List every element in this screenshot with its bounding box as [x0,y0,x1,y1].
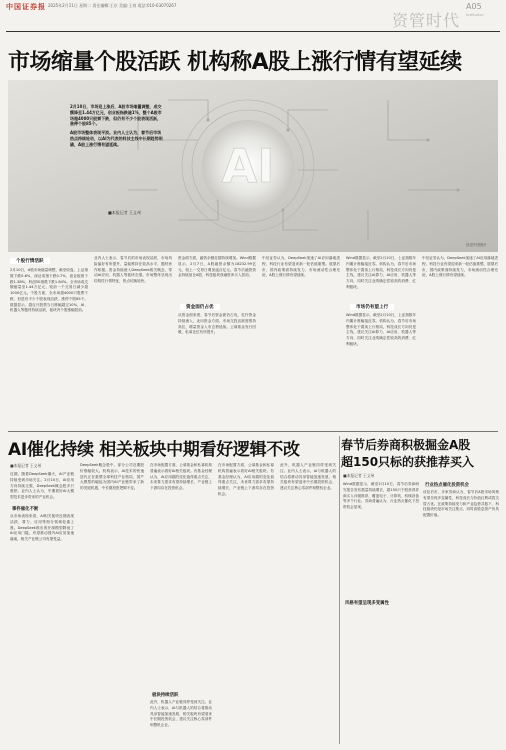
body-column: 2月10日，A股市场缩量调整，截至收盘，上证指数下跌0.6%，深证成指下跌0.7%，创业板指下跌1.38%，科创50指数下跌1.84%。全市场成交额缩量至1.44万亿元，较前一个交易日减少超1000亿元。个股方面，全市场超4000只股票下跌，但是有不少个股表现活跃，涨停个股85个。数据显示，超百只股票当日涨幅超过10%，AI、机器人等题材持续活跃，板块内个股涨幅居前。 [10,268,88,313]
body-column: 资金面方面，融资余额近期持续增加。Wind数据显示，2月7日，A股融资余额为18232.99亿元，较上一交易日增加逾百亿元。春节后融资资金持续加仓A股，科技板块获融资净买入居前。 [178,256,256,278]
masthead-rule [6,31,500,32]
lead-byline: ■本报记者 王义州 [108,210,142,215]
subhead-capital: 资金面仍占优 [180,304,220,310]
body-column: 谈及后市，多家券商认为，春节后A股市场风格有望呈现多变属性，科技成长与价值红利或将交替占优。在政策持续发力和产业趋势共振下，科技板块仍是市场关注焦点，同时高股息资产仍具配置价值。 [423,490,499,517]
subhead-catalyst: 事件催化不断 [12,507,39,512]
lead-headline: 市场缩量个股活跃 机构称A股上涨行情有望延续 [8,50,462,75]
body-column: Wind数据显示，截至2月10日，上证指数年内累计涨幅接近零。机构认为，春节后市场整体处于震荡上行格局，科技成长方向仍是主线，建议关注AI算力、AI应用、机器人等方向，同时关注业绩确定性较高的消费、红利板块。 [346,256,416,289]
body-column: 此外，机器人产业链同样受到关注。业内人士表示，AI与机器人的结合将推动具身智能加速发展，相关板块有望迎来中长期投资机会，建议关注核心零部件和整机企业。 [150,700,212,727]
body-column: 中信证券认为，DeepSeek加速了AI应用落地进程，科技行业有望迎来新一轮估值重塑。展望后市，国内政策面持续发力，市场流动性合理充裕，A股上涨行情有望延续。 [422,256,498,278]
body-column: 在市场配置方面，公募基金和私募机构普遍表示看好AI相关板块。有基金经理认为，AI应用端的变化值得重点关注，未来算力需求有望持续增长，产业链上下游均存在投资机会。 [150,463,212,490]
subhead-sector-active: 板块持续活跃 [152,693,179,698]
lead-summary [70,104,165,151]
subhead-stocks-active: 个股行情活跃 [10,258,50,264]
body-column: 此外，机器人产业链同样受到关注。业内人士表示，AI与机器人的结合将推动具身智能加速发展，相关板块有望迎来中长期投资机会，建议关注核心零部件和整机企业。 [280,463,336,490]
subhead-market-up: 市场仍有望上行 [350,304,394,310]
issue-meta: 2025年2月11日 星期二 責任編輯:王京 美编:王春 電話:010-63070267 [48,3,177,8]
lead-summary-paragraph: 2月10日，市场迎上涨后，A股市场缩量调整，成交额降至1.44万亿元，创业板指跌逾1%，整个A股市场超4000只股票下跌，但仍有不少个股表现活跃，涨停个股85个。 [70,104,162,127]
body-column: Wind数据显示，截至2月10日，上证指数年内累计涨幅接近零。机构认为，春节后市场整体处于震荡上行格局，科技成长方向仍是主线，建议关注AI算力、AI应用、机器人等方向，同时关注业绩确定性较高的消费、红利板块。 [346,313,416,346]
lead-summary-paragraph: A股市场整体表现平淡。业内人士认为，春节后市场热点持续轮动，以AI为代表的科技主线中长期趋势明确，A股上涨行情有望延续。 [70,130,163,147]
body-column: 业内人士表示，春节后的市场表现活跃，市场风险偏好有所提升，量能维持在较高水平，题材炒作积极。资金持续流入DeepSeek相关概念，带动AI应用、机器人等板块走强。市场整体呈现出结构性行情特征，热点切换较快。 [94,256,172,283]
broker-byline: ■本报记者 王义州 [343,473,375,478]
section-divider [8,431,498,432]
body-column: DeepSeek概念股中，部分公司近期股价涨幅较大。机构表示，AI技术的快速迭代正在重塑全球科技产业格局，国产大模型的崛起为国内AI产业链带来了新的发展机遇，中长期投资逻辑不变。 [80,463,144,490]
subhead-style: 风格有望呈现多变属性 [345,601,389,606]
ai-byline: ■本报记者 王义州 [10,463,42,468]
body-column: 从资金面来看，春节后资金面仍占优，杠杆资金持续流入。北向资金方面，市场交投活跃度维持高位，增量资金入市态势延续。公募基金发行回暖，私募仓位有所提升。 [178,313,256,335]
section-subtitle: Institution [466,13,484,17]
masthead [0,0,506,30]
body-column: Wind数据显示，截至2月10日，春节后券商研究报告发布数量持续增长，超150只个股获得券商买入评级推荐，覆盖电子、计算机、机械设备等多个行业。券商普遍认为，行业热点催化下投资机会显现。 [343,482,419,509]
page-code: A05 [466,2,482,11]
section-title: 资管时代 [392,11,461,30]
column-divider [339,436,340,744]
ai-headline: AI催化持续 相关板块中期看好逻辑不改 [8,440,300,460]
photo-credit: 视觉中国图片 [466,243,487,247]
subhead-hotspot: 行业热点催化投资机会 [425,483,469,488]
body-column: 从市场表现来看，AI相关板块近期表现活跃，算力、应用等细分领域轮番上涨。DeepSeek推出的开源模型降低了AI应用门槛，有望推动国内AI应用加速落地，相关产业链公司有望受益。 [10,514,74,541]
svg-text:AI: AI [221,139,275,193]
newspaper-brand: 中国证券报 [6,2,46,11]
broker-headline-line1: 春节后券商积极掘金A股 [341,438,471,452]
body-column: 中信证券认为，DeepSeek加速了AI应用落地进程，科技行业有望迎来新一轮估值重塑。展望后市，国内政策面持续发力，市场流动性合理充裕，A股上涨行情有望延续。 [262,256,340,278]
body-column: 在市场配置方面，公募基金和私募机构普遍表示看好AI相关板块。有基金经理认为，AI应用端的变化值得重点关注，未来算力需求有望持续增长，产业链上下游均存在投资机会。 [218,463,274,496]
body-column: 近期，随着DeepSeek爆火，AI产业链持续受到市场关注。2月10日，AI应用方向持续走强，DeepSeek概念股多只涨停。业内人士认为，中期看好AI大模型技术进步带来的产业机会。 [10,472,74,499]
broker-headline-line2: 超150只标的获推荐买入 [341,455,475,469]
